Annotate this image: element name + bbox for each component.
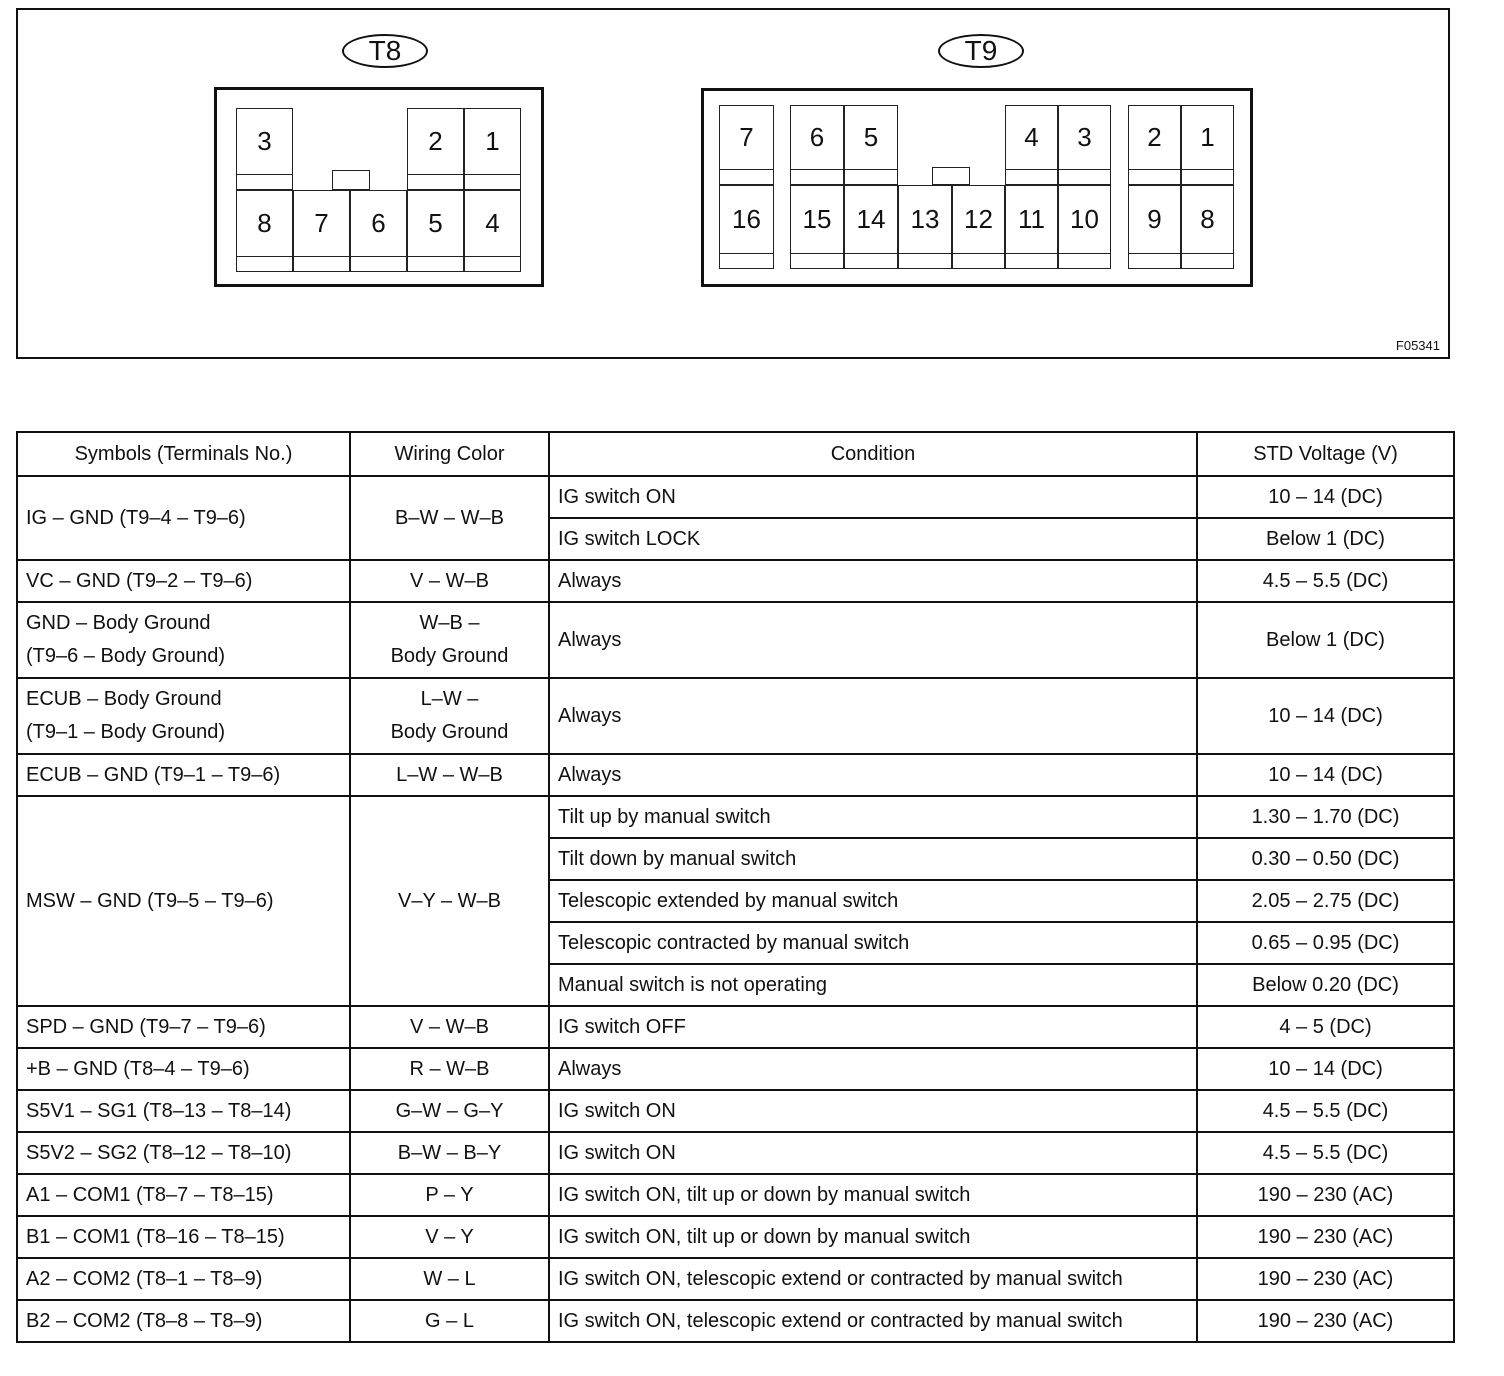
voltage-cell: 190 – 230 (AC) xyxy=(1197,1300,1454,1342)
table-row xyxy=(17,796,1454,838)
t8-pin: 6 xyxy=(350,190,407,272)
t8-pin: 5 xyxy=(407,190,464,272)
table-row xyxy=(17,1174,1454,1216)
wiring-cell: V – W–B xyxy=(350,560,549,602)
t8-pin: 8 xyxy=(236,190,293,272)
condition-cell: Tilt down by manual switch xyxy=(549,838,1197,880)
t9-locking-key xyxy=(932,167,970,185)
symbol-cell: B1 – COM1 (T8–16 – T8–15) xyxy=(17,1216,350,1258)
t9-connector xyxy=(701,88,1253,287)
voltage-cell: 0.65 – 0.95 (DC) xyxy=(1197,922,1454,964)
header-std-voltage: STD Voltage (V) xyxy=(1197,432,1454,476)
voltage-cell: 4.5 – 5.5 (DC) xyxy=(1197,560,1454,602)
t9-pin: 14 xyxy=(844,185,898,269)
wiring-line: W–B – xyxy=(419,612,480,634)
wiring-line: Body Ground xyxy=(390,645,509,667)
voltage-cell: 10 – 14 (DC) xyxy=(1197,678,1454,754)
t8-locking-key xyxy=(332,170,370,190)
voltage-cell: Below 0.20 (DC) xyxy=(1197,964,1454,1006)
symbol-cell: SPD – GND (T9–7 – T9–6) xyxy=(17,1006,350,1048)
t9-pin: 6 xyxy=(790,105,844,185)
table-row xyxy=(17,560,1454,602)
condition-cell: Telescopic extended by manual switch xyxy=(549,880,1197,922)
condition-cell: Always xyxy=(549,1048,1197,1090)
symbol-line: GND – Body Ground xyxy=(26,612,211,634)
symbol-cell xyxy=(17,678,350,754)
voltage-cell: 10 – 14 (DC) xyxy=(1197,476,1454,518)
wiring-cell: B–W – W–B xyxy=(350,476,549,560)
t9-pin: 5 xyxy=(844,105,898,185)
symbol-cell: A2 – COM2 (T8–1 – T8–9) xyxy=(17,1258,350,1300)
table-row xyxy=(17,1132,1454,1174)
condition-cell: IG switch ON, telescopic extend or contracted by manual switch xyxy=(549,1258,1197,1300)
t9-pin: 10 xyxy=(1058,185,1111,269)
condition-cell: IG switch OFF xyxy=(549,1006,1197,1048)
connector-diagram xyxy=(16,8,1450,359)
wiring-cell: P – Y xyxy=(350,1174,549,1216)
voltage-cell: 10 – 14 (DC) xyxy=(1197,1048,1454,1090)
wiring-cell: V – Y xyxy=(350,1216,549,1258)
t9-pin: 2 xyxy=(1128,105,1181,185)
voltage-cell: 10 – 14 (DC) xyxy=(1197,754,1454,796)
t9-pin: 3 xyxy=(1058,105,1111,185)
symbol-line: (T9–1 – Body Ground) xyxy=(26,721,225,743)
condition-cell: Telescopic contracted by manual switch xyxy=(549,922,1197,964)
condition-cell: IG switch ON xyxy=(549,476,1197,518)
symbol-cell: S5V2 – SG2 (T8–12 – T8–10) xyxy=(17,1132,350,1174)
symbol-line: ECUB – Body Ground xyxy=(26,688,222,710)
table-row xyxy=(17,678,1454,754)
t9-pin: 1 xyxy=(1181,105,1234,185)
voltage-cell: Below 1 (DC) xyxy=(1197,602,1454,678)
t9-pin: 4 xyxy=(1005,105,1058,185)
symbol-cell: A1 – COM1 (T8–7 – T8–15) xyxy=(17,1174,350,1216)
wiring-line: L–W – xyxy=(420,688,479,710)
wiring-cell: G – L xyxy=(350,1300,549,1342)
wiring-cell: B–W – B–Y xyxy=(350,1132,549,1174)
table-row xyxy=(17,754,1454,796)
condition-cell: IG switch ON xyxy=(549,1132,1197,1174)
header-wiring-color: Wiring Color xyxy=(350,432,549,476)
table-row xyxy=(17,1090,1454,1132)
t8-pin: 3 xyxy=(236,108,293,190)
voltage-cell: Below 1 (DC) xyxy=(1197,518,1454,560)
voltage-cell: 4 – 5 (DC) xyxy=(1197,1006,1454,1048)
condition-cell: Always xyxy=(549,560,1197,602)
symbol-cell: VC – GND (T9–2 – T9–6) xyxy=(17,560,350,602)
symbol-cell xyxy=(17,602,350,678)
wiring-cell: W – L xyxy=(350,1258,549,1300)
voltage-cell: 4.5 – 5.5 (DC) xyxy=(1197,1132,1454,1174)
wiring-cell: V – W–B xyxy=(350,1006,549,1048)
wiring-cell: R – W–B xyxy=(350,1048,549,1090)
t9-pin: 12 xyxy=(952,185,1005,269)
symbol-cell: MSW – GND (T9–5 – T9–6) xyxy=(17,796,350,1006)
header-symbols: Symbols (Terminals No.) xyxy=(17,432,350,476)
terminal-voltage-table xyxy=(16,431,1455,1343)
wiring-cell xyxy=(350,602,549,678)
condition-cell: IG switch ON, tilt up or down by manual switch xyxy=(549,1216,1197,1258)
table-header-row xyxy=(17,432,1454,476)
wiring-line: Body Ground xyxy=(390,721,509,743)
condition-cell: Manual switch is not operating xyxy=(549,964,1197,1006)
condition-cell: IG switch ON xyxy=(549,1090,1197,1132)
t9-pin: 8 xyxy=(1181,185,1234,269)
wiring-cell: V–Y – W–B xyxy=(350,796,549,1006)
t9-pin: 15 xyxy=(790,185,844,269)
table-row xyxy=(17,476,1454,518)
wiring-cell xyxy=(350,678,549,754)
table-row xyxy=(17,1300,1454,1342)
t8-label: T8 xyxy=(342,34,428,68)
voltage-cell: 1.30 – 1.70 (DC) xyxy=(1197,796,1454,838)
t8-connector xyxy=(214,87,544,287)
table-row xyxy=(17,1048,1454,1090)
wiring-cell: L–W – W–B xyxy=(350,754,549,796)
symbol-cell: +B – GND (T8–4 – T9–6) xyxy=(17,1048,350,1090)
voltage-cell: 0.30 – 0.50 (DC) xyxy=(1197,838,1454,880)
condition-cell: Always xyxy=(549,678,1197,754)
t8-pin: 7 xyxy=(293,190,350,272)
wiring-cell: G–W – G–Y xyxy=(350,1090,549,1132)
t9-pin: 9 xyxy=(1128,185,1181,269)
voltage-cell: 190 – 230 (AC) xyxy=(1197,1258,1454,1300)
voltage-cell: 2.05 – 2.75 (DC) xyxy=(1197,880,1454,922)
table-row xyxy=(17,1006,1454,1048)
t9-pin: 7 xyxy=(719,105,774,185)
symbol-cell: S5V1 – SG1 (T8–13 – T8–14) xyxy=(17,1090,350,1132)
t9-pin: 16 xyxy=(719,185,774,269)
table-row xyxy=(17,602,1454,678)
table-row xyxy=(17,1258,1454,1300)
voltage-cell: 4.5 – 5.5 (DC) xyxy=(1197,1090,1454,1132)
t8-pin: 1 xyxy=(464,108,521,190)
condition-cell: Always xyxy=(549,754,1197,796)
voltage-cell: 190 – 230 (AC) xyxy=(1197,1216,1454,1258)
symbol-cell: B2 – COM2 (T8–8 – T8–9) xyxy=(17,1300,350,1342)
condition-cell: IG switch ON, telescopic extend or contracted by manual switch xyxy=(549,1300,1197,1342)
t9-pin: 11 xyxy=(1005,185,1058,269)
t9-pin: 13 xyxy=(898,185,952,269)
symbol-cell: IG – GND (T9–4 – T9–6) xyxy=(17,476,350,560)
condition-cell: Always xyxy=(549,602,1197,678)
t8-pin: 2 xyxy=(407,108,464,190)
t9-label: T9 xyxy=(938,34,1024,68)
voltage-cell: 190 – 230 (AC) xyxy=(1197,1174,1454,1216)
t8-pin: 4 xyxy=(464,190,521,272)
table-row xyxy=(17,1216,1454,1258)
header-condition: Condition xyxy=(549,432,1197,476)
condition-cell: Tilt up by manual switch xyxy=(549,796,1197,838)
condition-cell: IG switch ON, tilt up or down by manual switch xyxy=(549,1174,1197,1216)
condition-cell: IG switch LOCK xyxy=(549,518,1197,560)
symbol-line: (T9–6 – Body Ground) xyxy=(26,645,225,667)
symbol-cell: ECUB – GND (T9–1 – T9–6) xyxy=(17,754,350,796)
figure-code: F05341 xyxy=(1395,338,1440,353)
